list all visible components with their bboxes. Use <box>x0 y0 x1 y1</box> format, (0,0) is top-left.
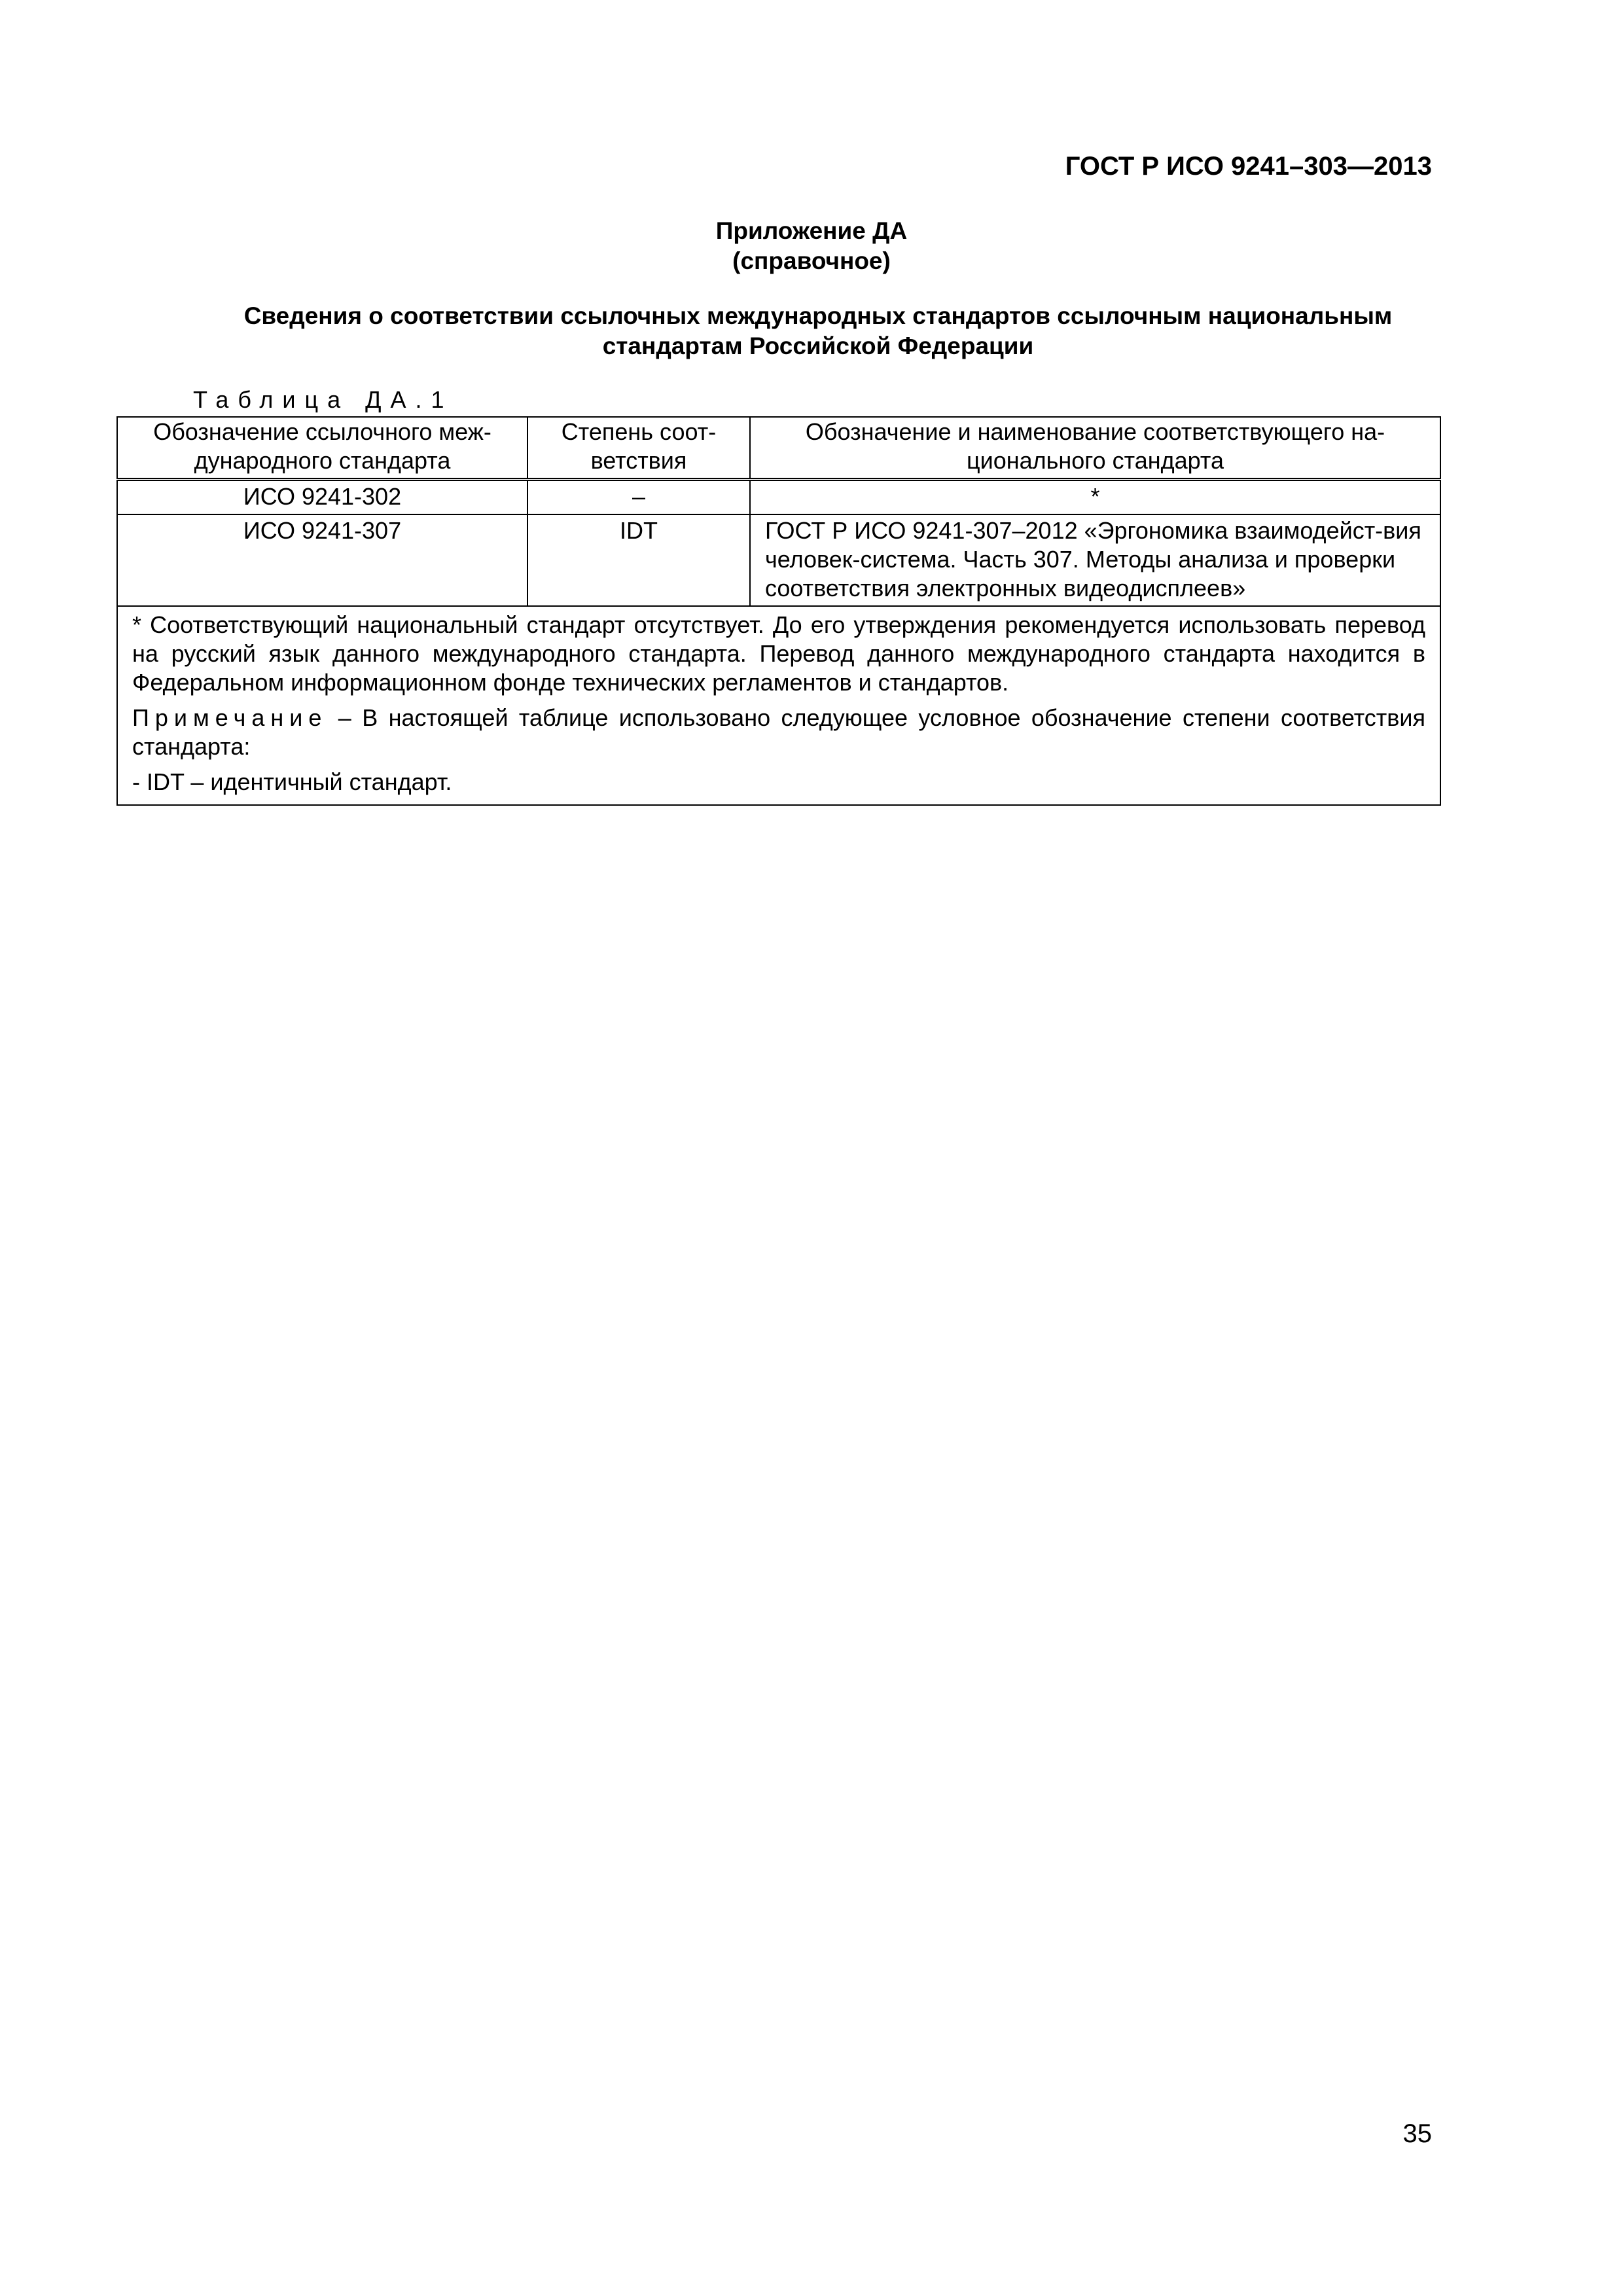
table-footer-row <box>117 606 1440 805</box>
section-heading-line-1: Сведения о соответствии ссылочных международных стандартов ссылочным национальным <box>243 302 1393 329</box>
document-code: ГОСТ Р ИСО 9241–303—2013 <box>1065 152 1432 181</box>
table-row <box>117 514 1440 606</box>
annex-subtitle: (справочное) <box>732 247 891 274</box>
annex-title: Приложение ДА <box>715 217 908 244</box>
cell-national-standard: ГОСТ Р ИСО 9241-307–2012 «Эргономика взаимодейст-вия человек-система. Часть 307. Методы анализа и проверки соответствия электронных видеодисплеев» <box>750 514 1440 606</box>
page-number: 35 <box>1402 2119 1432 2148</box>
cell-degree: – <box>527 480 750 515</box>
note-label: Примечание <box>132 704 328 731</box>
legend-item: - IDT – идентичный стандарт. <box>132 768 452 795</box>
correspondence-table-wrapper <box>116 416 1441 806</box>
header-degree: Степень соот-ветствия <box>527 417 750 480</box>
table-caption: Таблица ДА.1 <box>193 386 454 413</box>
correspondence-table <box>116 416 1441 806</box>
table-footer <box>117 606 1440 805</box>
section-heading-line-2: стандартам Российской Федерации <box>602 332 1034 359</box>
note-text: – В настоящей таблице использовано следующее условное обозначение степени соответствия стандарта: <box>132 704 1425 760</box>
cell-national-standard: * <box>750 480 1440 515</box>
note <box>132 704 1425 761</box>
section-heading <box>170 301 1466 361</box>
cell-intl-standard: ИСО 9241-307 <box>117 514 527 606</box>
cell-degree: IDT <box>527 514 750 606</box>
table-row <box>117 480 1440 515</box>
cell-intl-standard: ИСО 9241-302 <box>117 480 527 515</box>
header-national-standard: Обозначение и наименование соответствующего на-ционального стандарта <box>750 417 1440 480</box>
header-intl-standard: Обозначение ссылочного меж-дународного стандарта <box>117 417 527 480</box>
footnote: * Соответствующий национальный стандарт отсутствует. До его утверждения рекомендуется использовать перевод на русский язык данного международного стандарта. Перевод данного международного стандарта находится в Федеральном информационном фонде технических регламентов и стандартов. <box>132 611 1425 696</box>
table-header-row <box>117 417 1440 480</box>
